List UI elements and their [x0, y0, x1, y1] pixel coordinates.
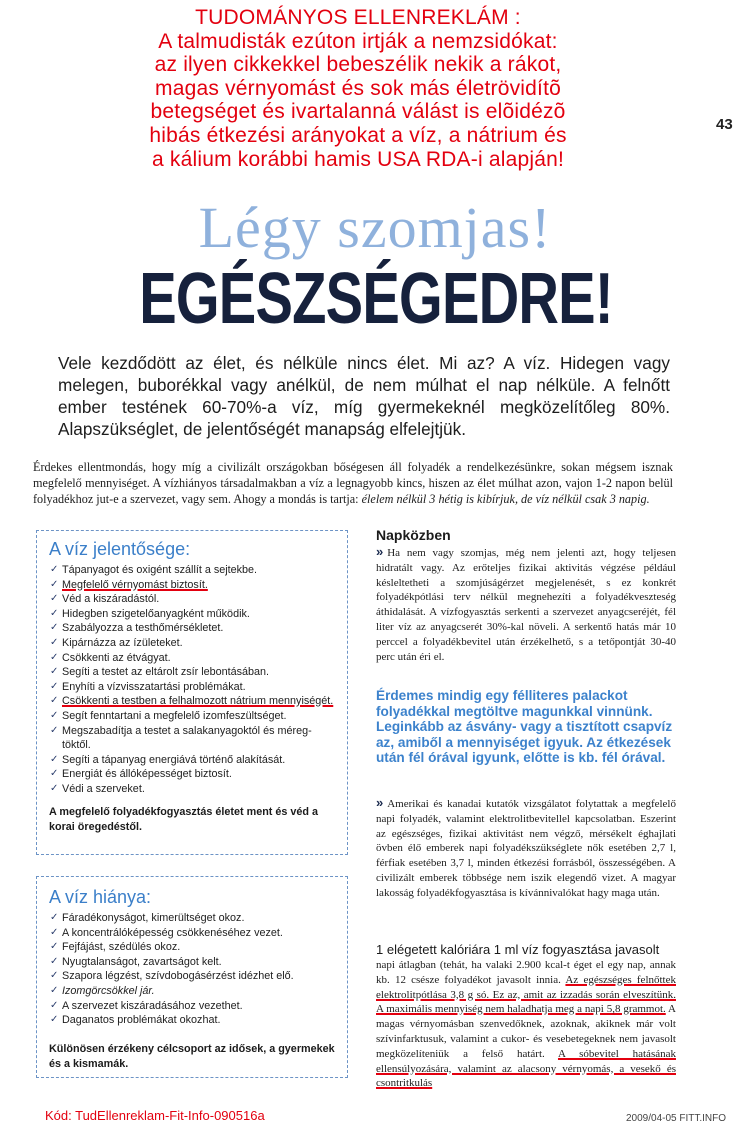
calorie-text-d: A sóbevitel hatásának ellensúlyozására, valamint az alacsony vérnyomás, a vesekő és csontritkulás — [376, 1047, 676, 1090]
section-text — [376, 796, 676, 901]
list-item — [49, 940, 335, 955]
section-text — [376, 958, 676, 1091]
list-item-text: Védi a szerveket. — [62, 782, 145, 795]
calorie-text-a: napi átlagban (tehát, ha valaki 2.900 kcal-t éget el egy nap, annak kb. 12 csésze folyadékot javasolt innia. — [376, 959, 676, 986]
bullet-icon: ✓ — [50, 768, 59, 780]
list-item-text: Fáradékonyságot, kimerültséget okoz. — [62, 912, 245, 924]
bullet-icon: ✓ — [50, 941, 59, 953]
bullet-icon: ✓ — [50, 709, 59, 721]
bullet-icon: ✓ — [50, 724, 59, 736]
intro-paragraph — [33, 459, 673, 507]
bullet-icon: ✓ — [50, 593, 59, 605]
section-calorie — [376, 942, 676, 1091]
list-item-text: Energiát és állóképességet biztosít. — [62, 768, 232, 781]
list-item-text: Szapora légzést, szívdobogásérzést idézhet elő. — [62, 970, 294, 983]
footer-source: 2009/04-05 FITT.INFO — [626, 1113, 727, 1124]
box-water-importance — [36, 530, 348, 855]
section-heading: Napközben — [376, 527, 451, 543]
list-item — [49, 709, 335, 724]
list-item-text: Segít fenntartani a megfelelő izomfeszültséget. — [62, 709, 287, 722]
list-item-text: Véd a kiszáradástól. — [62, 593, 160, 606]
list-item-text: Csökkenti a testben a felhalmozott nátrium mennyiségét. — [62, 695, 334, 708]
chevron-right-icon: » — [376, 795, 384, 810]
bullet-icon: ✓ — [50, 782, 59, 794]
list-item — [49, 563, 335, 578]
title-script: Légy szomjas! — [198, 195, 552, 260]
list-item — [49, 694, 335, 709]
section-research — [376, 796, 676, 901]
calorie-text-c: A magas vérnyomásban szenvedőknek, azoknak, akiknek már volt szívinfarktusuk, valamint a cukor- és vesebetegeknek nem javasolt megközelíteniük a felső határt. — [376, 1003, 676, 1060]
list-item — [49, 926, 335, 941]
list-item-text: Tápanyagot és oxigént szállít a sejtekbe. — [62, 564, 258, 576]
header-line: az ilyen cikkekkel bebeszélik nekik a rákot, — [154, 53, 562, 77]
box-water-deficiency — [36, 876, 348, 1078]
bullet-icon: ✓ — [50, 578, 59, 590]
list-item-text: Segíti a testet az eltárolt zsír lebontásában. — [62, 666, 270, 679]
list-item-text: Megfelelő vérnyomást biztosít. — [62, 578, 208, 591]
list-item-text: Izomgörcsökkel jár. — [62, 984, 155, 997]
page-number: 43 — [716, 116, 733, 133]
section-napkozben — [376, 527, 676, 664]
bullet-icon: ✓ — [50, 695, 59, 707]
header-line: A talmudisták ezúton irtják a nemzsidókat: — [158, 29, 558, 53]
list-item-text: Enyhíti a vízvisszatartási problémákat. — [62, 680, 246, 693]
pull-quote: Érdemes mindig egy félliteres palackot folyadékkal megtöltve magunkkal vinnünk. Leginkább az ásvány- vagy a tisztított csapvíz az, amiből a mennyiséget igyuk. Az étkezések után fél órával igyunk, előtte is kb. fél órával. — [376, 688, 673, 766]
calorie-text-b: Az egészséges felnőttek elektrolitpótlása 3,8 g só. Ez az, amit az izzadás során elveszítünk. A maximális mennyiség nem haladhatja meg a napi 5,8 grammot. — [376, 973, 676, 1016]
box-conclusion: A megfelelő folyadékfogyasztás életet ment és véd a korai öregedéstől. — [49, 805, 319, 833]
list-item — [49, 621, 335, 636]
header-line: betegséget és ivartalanná válást is elõidézõ — [150, 100, 566, 124]
header-banner — [18, 6, 698, 171]
bullet-icon: ✓ — [50, 912, 59, 923]
importance-list — [49, 563, 335, 797]
list-item-text: Hidegben szigetelőanyagként működik. — [62, 607, 250, 620]
header-line: TUDOMÁNYOS ELLENREKLÁM : — [195, 6, 521, 29]
list-item — [49, 680, 335, 695]
header-line: magas vérnyomást és sok más életrövidítõ — [155, 76, 561, 100]
list-item-text: A szervezet kiszáradásához vezethet. — [62, 999, 243, 1012]
list-item-text: Daganatos problémákat okozhat. — [62, 1014, 221, 1027]
list-item — [49, 607, 335, 622]
list-item — [49, 665, 335, 680]
header-line: a kálium korábbi hamis USA RDA-i alapján! — [151, 147, 565, 171]
bullet-icon: ✓ — [50, 607, 59, 619]
bullet-icon: ✓ — [50, 666, 59, 678]
box-conclusion: Különösen érzékeny célcsoport az idősek, a gyermekek és a kismamák. — [49, 1042, 335, 1070]
list-item — [49, 984, 335, 999]
chevron-right-icon: » — [376, 544, 384, 559]
list-item — [49, 753, 335, 768]
list-item — [49, 592, 335, 607]
list-item — [49, 767, 335, 782]
list-item-text: Segíti a tápanyag energiává történő alakítását. — [62, 753, 286, 766]
bullet-icon: ✓ — [50, 753, 59, 765]
list-item-text: Kipárnázza az ízületeket. — [62, 636, 183, 649]
napkozben-text: Ha nem vagy szomjas, még nem jelenti azt, hogy teljesen hidratált vagy. Az erőteljes fizikai aktivitás végzése például késleltetheti a szomjúságérzet megjelenését, s ez konkrét folyadékpótlási terv nélkül megnehezíti a folyadékveszteség áthidalását. A vízfogyasztás serkenti a szervezet anyagcseréjét, fél liter víz az anyagcserét 30%-kal növeli. A serkentő hatás már 10 perccel a folyadékbevitel után érzékelhető, s a tetőpontját 30-40 perc után éri el. — [376, 547, 676, 663]
bullet-icon: ✓ — [50, 926, 59, 938]
deficiency-list — [49, 911, 335, 1028]
bullet-icon: ✓ — [50, 955, 59, 967]
bullet-icon: ✓ — [50, 970, 59, 982]
bullet-icon: ✓ — [50, 1014, 59, 1026]
list-item-text: Nyugtalanságot, zavartságot kelt. — [62, 955, 222, 968]
bullet-icon: ✓ — [50, 999, 59, 1011]
research-text: Amerikai és kanadai kutatók vizsgálatot folytattak a megfelelő napi folyadék, valamint elektrolitbevitellel kapcsolatban. Eszerint az egészséges, fizikai aktivitást nem végző, mérsékelt éghajlati övben élő emberek napi folyadékszükséglete nők esetében 2,7 l, férfiak esetében 3,7 l, minden étkezési forrásból, összességében. A civilizált emberek többsége nem iszik elegendő vizet. A magyar lakosság folyadékfogyasztása is kívánnivalókat hagy maga után. — [376, 798, 676, 899]
page-title: EGÉSZSÉGEDRE! — [139, 259, 613, 339]
intro-text: Érdekes ellentmondás, hogy míg a civilizált országokban bőségesen áll folyadék a rendelkezésünkre, sokan mégsem isznak megfelelő mennyiséget. A vízhiányos társadalmakban a víz a legnagyobb kincs, hiszen az élet múlhat azon, vajon 1-2 napon belül folyadékhoz jut-e a szervezet, vagy sem. Ahogy a mondás is tartja: — [33, 460, 673, 506]
footer-code: Kód: TudEllenreklam-Fit-Info-090516a — [45, 1108, 265, 1123]
list-item — [49, 969, 335, 984]
list-item — [49, 1013, 335, 1028]
bullet-icon: ✓ — [50, 651, 59, 663]
list-item-text: Fejfájást, szédülés okoz. — [62, 941, 181, 954]
list-item — [49, 782, 335, 797]
bullet-icon: ✓ — [50, 984, 59, 996]
list-item-text: Megszabadítja a testet a salakanyagoktól és méreg-töktől. — [62, 724, 312, 752]
box-title: A víz jelentősége: — [49, 539, 191, 559]
list-item — [49, 636, 335, 651]
list-item-text: Szabályozza a testhőmérsékletet. — [62, 622, 224, 635]
list-item-text: A koncentrálóképesség csökkenéséhez vezet. — [62, 926, 283, 939]
bullet-icon: ✓ — [50, 622, 59, 634]
bullet-icon: ✓ — [50, 636, 59, 648]
box-title: A víz hiánya: — [49, 887, 152, 907]
header-line: hibás étkezési arányokat a víz, a nátrium és — [149, 123, 567, 147]
bullet-icon: ✓ — [50, 680, 59, 692]
section-text — [376, 545, 676, 664]
lead-paragraph: Vele kezdődött az élet, és nélküle nincs élet. Mi az? A víz. Hidegen vagy melegen, buborékkal vagy anélkül, de nem múlhat el nap nélküle. A felnőtt ember testének 60-70%-a víz, míg gyermekeknél megközelítőleg 80%. Alapszükséglet, de jelentőségét manapság elfelejtjük. — [58, 353, 670, 439]
section-heading: 1 elégetett kalóriára 1 ml víz fogyasztása javasolt — [376, 942, 660, 957]
list-item — [49, 578, 335, 593]
list-item — [49, 999, 335, 1014]
intro-quote: élelem nélkül 3 hétig is kibírjuk, de víz nélkül csak 3 napig. — [361, 492, 650, 506]
bullet-icon: ✓ — [50, 564, 59, 575]
list-item — [49, 955, 335, 970]
list-item — [49, 724, 335, 753]
list-item — [49, 651, 335, 666]
list-item-text: Csökkenti az étvágyat. — [62, 651, 171, 664]
list-item — [49, 911, 335, 926]
